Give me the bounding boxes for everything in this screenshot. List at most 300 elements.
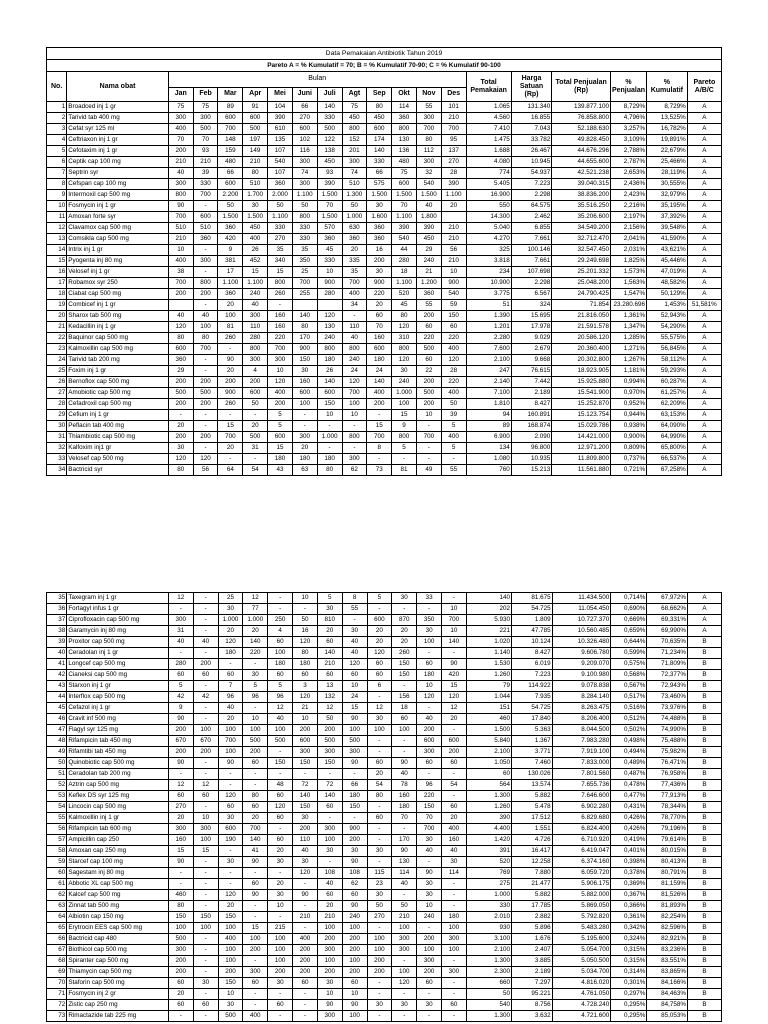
monthly-usage: 700	[342, 278, 367, 289]
pareto-class: A	[687, 212, 721, 223]
pareto-class: B	[688, 802, 722, 813]
monthly-usage: 120	[218, 791, 243, 802]
monthly-usage: 400	[168, 256, 193, 267]
monthly-usage: 70	[168, 135, 193, 146]
drug-name: Cravit inf 500 mg	[67, 714, 169, 725]
table-row	[47, 432, 722, 443]
monthly-usage: -	[317, 769, 342, 780]
pareto-class: B	[688, 813, 722, 824]
monthly-usage: 800	[168, 190, 193, 201]
monthly-usage: 20	[168, 813, 193, 824]
monthly-usage: 29	[416, 245, 441, 256]
monthly-usage: 197	[243, 135, 268, 146]
pareto-class: B	[688, 703, 722, 714]
table-row	[47, 344, 722, 355]
sales-percent: 4,796%	[610, 113, 646, 124]
unit-price: 7.223	[511, 670, 552, 681]
monthly-usage: 30	[417, 879, 442, 890]
total-sales: 11.561.880	[552, 465, 611, 476]
cumulative-percent: 1,453%	[647, 300, 688, 311]
sales-percent: 0,502%	[611, 725, 647, 736]
table-row	[47, 747, 722, 758]
cumulative-percent: 63,153%	[647, 410, 688, 421]
monthly-usage: 610	[268, 124, 293, 135]
monthly-usage: -	[243, 1000, 268, 1011]
monthly-usage: -	[268, 769, 293, 780]
monthly-usage: 220	[367, 289, 392, 300]
monthly-usage: 140	[367, 146, 392, 157]
row-number: 27	[47, 388, 67, 399]
row-number: 53	[47, 791, 67, 802]
pareto-class: A	[687, 179, 721, 190]
total-usage: 151	[466, 703, 511, 714]
monthly-usage: 1.500	[392, 190, 417, 201]
monthly-usage: 1.700	[243, 190, 268, 201]
monthly-usage: -	[392, 681, 417, 692]
monthly-usage: 40	[417, 846, 442, 857]
monthly-usage: 700	[218, 736, 243, 747]
monthly-usage: 96	[268, 692, 293, 703]
monthly-usage: 200	[416, 399, 441, 410]
monthly-usage: 30	[367, 1000, 392, 1011]
monthly-usage: 700	[268, 344, 293, 355]
monthly-usage: 40	[268, 714, 293, 725]
monthly-usage: -	[193, 868, 218, 879]
sales-percent: 0,517%	[611, 692, 647, 703]
unit-price: 2.189	[511, 388, 552, 399]
monthly-usage: 1.000	[392, 388, 417, 399]
unit-price: 8.427	[511, 648, 552, 659]
total-usage: 4.080	[466, 157, 511, 168]
monthly-usage: 200	[243, 747, 268, 758]
header-nama-obat: Nama obat	[67, 72, 169, 102]
pareto-class: A	[687, 410, 721, 421]
total-sales: 7.919.100	[552, 747, 611, 758]
sales-percent: 0,494%	[611, 747, 647, 758]
pareto-class: B	[688, 1000, 722, 1011]
header-month: Feb	[193, 87, 218, 101]
row-number: 37	[47, 615, 67, 626]
drug-name: Velosef inj 1 gr	[67, 267, 169, 278]
monthly-usage: 190	[218, 835, 243, 846]
total-usage: 1.140	[466, 648, 511, 659]
sales-percent: 2,216%	[610, 201, 646, 212]
monthly-usage: 21	[416, 267, 441, 278]
total-sales: 25.048.200	[552, 278, 611, 289]
monthly-usage: 400	[442, 824, 467, 835]
total-usage: 1.300	[466, 956, 511, 967]
monthly-usage: 20	[268, 879, 293, 890]
monthly-usage: 42	[168, 692, 193, 703]
monthly-usage: 1.100	[392, 278, 417, 289]
row-number: 2	[47, 113, 67, 124]
monthly-usage: 120	[392, 978, 417, 989]
monthly-usage: 160	[168, 835, 193, 846]
sales-percent: 0,575%	[611, 659, 647, 670]
monthly-usage: 28	[441, 168, 466, 179]
monthly-usage: 10	[293, 714, 318, 725]
monthly-usage: 600	[218, 113, 243, 124]
monthly-usage: 500	[193, 388, 218, 399]
total-sales: 8.206.400	[552, 714, 611, 725]
monthly-usage: 140	[317, 648, 342, 659]
monthly-usage: 15	[243, 923, 268, 934]
table-row	[47, 604, 722, 615]
total-sales: 21.591.578	[552, 322, 611, 333]
unit-price: 6.855	[511, 223, 552, 234]
monthly-usage: -	[293, 1000, 318, 1011]
cumulative-percent: 68,662%	[647, 604, 688, 615]
antibiotic-usage-table	[46, 47, 722, 476]
monthly-usage: 100	[317, 923, 342, 934]
row-number: 1	[47, 102, 67, 113]
monthly-usage: 540	[416, 179, 441, 190]
monthly-usage: 200	[317, 934, 342, 945]
sales-percent: 0,952%	[610, 399, 646, 410]
monthly-usage: 110	[342, 322, 367, 333]
monthly-usage: 62	[342, 465, 367, 476]
monthly-usage: 74	[342, 168, 367, 179]
monthly-usage: 80	[293, 648, 318, 659]
drug-name: Garamycin inj 80 mg	[67, 626, 169, 637]
monthly-usage: 300	[193, 824, 218, 835]
monthly-usage: 24	[367, 366, 392, 377]
monthly-usage: 100	[367, 945, 392, 956]
total-sales: 12.971.200	[552, 443, 611, 454]
table-row	[47, 714, 722, 725]
monthly-usage: -	[243, 410, 268, 421]
monthly-usage: 30	[392, 593, 417, 604]
monthly-usage: 80	[243, 168, 268, 179]
cumulative-percent: 76,471%	[647, 758, 688, 769]
total-usage: 5.405	[466, 179, 511, 190]
monthly-usage: 148	[218, 135, 243, 146]
monthly-usage: -	[417, 989, 442, 1000]
unit-price: 17.978	[511, 322, 552, 333]
sales-percent: 0,426%	[611, 824, 647, 835]
table-row	[47, 934, 722, 945]
total-sales: 15.541.900	[552, 388, 611, 399]
drug-name: Kalmoxillin cap 500 mg	[67, 344, 169, 355]
row-number: 9	[47, 190, 67, 201]
table-row	[47, 300, 722, 311]
monthly-usage: -	[442, 791, 467, 802]
monthly-usage: 390	[392, 223, 417, 234]
total-sales: 8.284.140	[552, 692, 611, 703]
monthly-usage: 63	[292, 465, 317, 476]
sales-percent: 0,367%	[611, 890, 647, 901]
monthly-usage: 140	[243, 637, 268, 648]
row-number: 40	[47, 648, 67, 659]
monthly-usage: 108	[317, 868, 342, 879]
drug-name: Velosef cap 500 mg	[67, 454, 169, 465]
monthly-usage: 60	[268, 791, 293, 802]
monthly-usage: 500	[168, 388, 193, 399]
monthly-usage: 700	[342, 388, 367, 399]
monthly-usage: 200	[342, 945, 367, 956]
total-usage: 6.900	[466, 432, 511, 443]
monthly-usage: -	[293, 901, 318, 912]
monthly-usage: 35	[292, 245, 317, 256]
header-month: Jan	[168, 87, 193, 101]
monthly-usage: 20	[218, 901, 243, 912]
total-usage: 391	[466, 846, 511, 857]
total-usage: 1.260	[466, 802, 511, 813]
drug-name: Rifamtibi tab 450 mg	[67, 747, 169, 758]
monthly-usage: 90	[218, 355, 243, 366]
pareto-class: A	[687, 113, 721, 124]
monthly-usage: 60	[367, 670, 392, 681]
monthly-usage: 600	[168, 344, 193, 355]
monthly-usage: -	[268, 1011, 293, 1022]
table-row	[47, 835, 722, 846]
drug-name: Septrin syr	[67, 168, 169, 179]
row-number: 44	[47, 692, 67, 703]
monthly-usage: 140	[367, 377, 392, 388]
monthly-usage: 450	[367, 113, 392, 124]
monthly-usage: -	[243, 769, 268, 780]
monthly-usage: -	[243, 912, 268, 923]
monthly-usage: 5	[392, 443, 417, 454]
monthly-usage: -	[417, 857, 442, 868]
antibiotic-usage-table-continued	[46, 592, 722, 1022]
monthly-usage: 100	[243, 725, 268, 736]
cumulative-percent: 60,287%	[647, 377, 688, 388]
sales-percent: 0,737%	[610, 454, 646, 465]
monthly-usage: 10	[441, 267, 466, 278]
monthly-usage: 300	[193, 113, 218, 124]
monthly-usage: 30	[243, 201, 268, 212]
monthly-usage: 180	[367, 355, 392, 366]
monthly-usage: 800	[392, 344, 417, 355]
monthly-usage: 270	[168, 802, 193, 813]
monthly-usage: -	[193, 934, 218, 945]
drug-name: Robamox syr 250	[67, 278, 169, 289]
monthly-usage: 270	[292, 113, 317, 124]
drug-name: Kalcef cap 500 mg	[67, 890, 169, 901]
monthly-usage: 300	[417, 747, 442, 758]
monthly-usage: 420	[218, 234, 243, 245]
monthly-usage: 360	[317, 234, 342, 245]
monthly-usage: -	[442, 1011, 467, 1022]
monthly-usage: 60	[243, 758, 268, 769]
total-usage: 7.410	[466, 124, 511, 135]
monthly-usage: 66	[292, 102, 317, 113]
cumulative-percent: 71,809%	[647, 659, 688, 670]
cumulative-percent: 69,990%	[647, 626, 688, 637]
total-sales: 7.833.000	[552, 758, 611, 769]
monthly-usage: 60	[193, 670, 218, 681]
monthly-usage: 30	[392, 1000, 417, 1011]
monthly-usage: 600	[268, 432, 293, 443]
row-number: 11	[47, 212, 67, 223]
total-sales: 9.209.070	[552, 659, 611, 670]
monthly-usage: 160	[268, 322, 293, 333]
monthly-usage: 20	[218, 366, 243, 377]
total-sales: 5.483.280	[552, 923, 611, 934]
monthly-usage: 30	[317, 604, 342, 615]
monthly-usage: 30	[417, 1000, 442, 1011]
monthly-usage: 600	[392, 179, 417, 190]
cumulative-percent: 37,392%	[647, 212, 688, 223]
monthly-usage: 60	[268, 670, 293, 681]
monthly-usage: 60	[367, 758, 392, 769]
row-number: 15	[47, 256, 67, 267]
monthly-usage: 600	[218, 824, 243, 835]
monthly-usage: 20	[392, 637, 417, 648]
total-sales: 6.824.400	[552, 824, 611, 835]
monthly-usage: 45	[392, 300, 417, 311]
unit-price: 54.725	[511, 604, 552, 615]
monthly-usage: 40	[193, 311, 218, 322]
monthly-usage: -	[392, 989, 417, 1000]
monthly-usage: 42	[193, 692, 218, 703]
monthly-usage: -	[193, 714, 218, 725]
monthly-usage: -	[367, 1011, 392, 1022]
table-row	[47, 410, 722, 421]
pareto-class: A	[687, 124, 721, 135]
cumulative-percent: 82,254%	[647, 912, 688, 923]
monthly-usage: 240	[392, 377, 417, 388]
sales-percent: 2,787%	[610, 157, 646, 168]
monthly-usage: -	[268, 747, 293, 758]
monthly-usage: 107	[268, 168, 293, 179]
unit-price: 95.221	[511, 989, 552, 1000]
monthly-usage: 10	[342, 989, 367, 1000]
monthly-usage: 160	[392, 791, 417, 802]
monthly-usage: 55	[441, 465, 466, 476]
monthly-usage: -	[442, 593, 467, 604]
monthly-usage: 100	[342, 725, 367, 736]
pareto-class: A	[687, 333, 721, 344]
monthly-usage: 10	[442, 604, 467, 615]
monthly-usage: -	[193, 245, 218, 256]
table-row	[47, 1011, 722, 1022]
monthly-usage: 78	[392, 780, 417, 791]
monthly-usage: 60	[417, 659, 442, 670]
drug-name: Bactricid cap 480	[67, 934, 169, 945]
monthly-usage: 800	[292, 212, 317, 223]
monthly-usage: 50	[367, 901, 392, 912]
row-number: 60	[47, 868, 67, 879]
monthly-usage: 870	[392, 615, 417, 626]
monthly-usage: 520	[392, 289, 417, 300]
monthly-usage: 18	[392, 267, 417, 278]
monthly-usage: 150	[392, 670, 417, 681]
monthly-usage: 20	[268, 846, 293, 857]
monthly-usage: 120	[293, 692, 318, 703]
cumulative-percent: 56,845%	[647, 344, 688, 355]
monthly-usage: -	[268, 300, 293, 311]
monthly-usage: 54	[442, 780, 467, 791]
monthly-usage: 300	[292, 432, 317, 443]
total-usage: 1.810	[466, 399, 511, 410]
drug-name: Intrix inj 1 gr	[67, 245, 169, 256]
monthly-usage: 55	[416, 300, 441, 311]
total-usage: 14.300	[466, 212, 511, 223]
cumulative-percent: 82,596%	[647, 923, 688, 934]
monthly-usage: 200	[218, 377, 243, 388]
monthly-usage: 150	[392, 659, 417, 670]
monthly-usage: -	[417, 923, 442, 934]
pareto-class: A	[687, 256, 721, 267]
cumulative-percent: 25,466%	[647, 157, 688, 168]
unit-price: 76.615	[511, 366, 552, 377]
monthly-usage: 120	[417, 692, 442, 703]
monthly-usage: 150	[342, 802, 367, 813]
monthly-usage: 90	[342, 758, 367, 769]
pareto-class: B	[688, 879, 722, 890]
monthly-usage: 300	[392, 934, 417, 945]
pareto-class: B	[688, 934, 722, 945]
monthly-usage: 390	[317, 179, 342, 190]
monthly-usage: 30	[268, 890, 293, 901]
monthly-usage: 30	[442, 857, 467, 868]
monthly-usage: 40	[392, 769, 417, 780]
row-number: 72	[47, 1000, 67, 1011]
monthly-usage: -	[218, 344, 243, 355]
monthly-usage: -	[417, 769, 442, 780]
monthly-usage: 10	[317, 989, 342, 1000]
monthly-usage: 12	[168, 593, 193, 604]
monthly-usage: 48	[268, 780, 293, 791]
total-usage: 5.930	[466, 615, 511, 626]
monthly-usage: 300	[292, 179, 317, 190]
monthly-usage: 280	[243, 333, 268, 344]
total-sales: 5.050.500	[552, 956, 611, 967]
monthly-usage: 1.500	[243, 212, 268, 223]
monthly-usage: 260	[218, 333, 243, 344]
unit-price: 1.367	[511, 736, 552, 747]
monthly-usage: 120	[342, 377, 367, 388]
sales-percent: 0,295%	[611, 1011, 647, 1022]
monthly-usage: 700	[367, 432, 392, 443]
monthly-usage: -	[193, 1011, 218, 1022]
monthly-usage: 360	[367, 223, 392, 234]
cumulative-percent: 83,236%	[647, 945, 688, 956]
unit-price: 6.019	[511, 659, 552, 670]
monthly-usage: 20	[168, 421, 193, 432]
monthly-usage: 500	[317, 124, 342, 135]
unit-price: 9.668	[511, 355, 552, 366]
monthly-usage: 700	[417, 824, 442, 835]
monthly-usage: 20	[292, 443, 317, 454]
row-number: 10	[47, 201, 67, 212]
table-row	[47, 769, 722, 780]
monthly-usage: 200	[342, 835, 367, 846]
total-sales: 71.854	[552, 300, 611, 311]
total-sales: 5.882.000	[552, 890, 611, 901]
table-row	[47, 780, 722, 791]
pareto-class: A	[687, 322, 721, 333]
drug-name: Proxitor cap 500 mg	[67, 637, 169, 648]
monthly-usage: 600	[292, 388, 317, 399]
monthly-usage: 110	[293, 835, 318, 846]
pareto-class: A	[687, 223, 721, 234]
total-sales: 5.034.700	[552, 967, 611, 978]
monthly-usage: 5	[268, 410, 293, 421]
table-row	[47, 113, 722, 124]
table-row	[47, 945, 722, 956]
monthly-usage: 500	[243, 736, 268, 747]
monthly-usage: 30	[417, 835, 442, 846]
monthly-usage: 56	[441, 245, 466, 256]
monthly-usage: 17	[218, 267, 243, 278]
monthly-usage: 15	[268, 267, 293, 278]
monthly-usage: 400	[367, 388, 392, 399]
monthly-usage: 120	[193, 454, 218, 465]
monthly-usage: -	[243, 659, 268, 670]
